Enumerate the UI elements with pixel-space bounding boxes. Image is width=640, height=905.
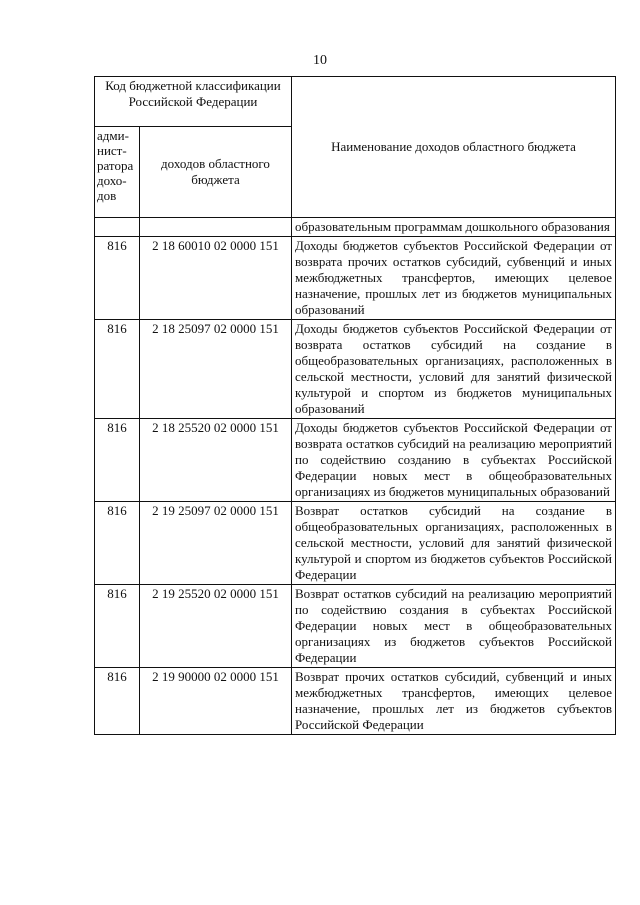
table-row [95, 585, 616, 668]
admin-code-cell: 816 [95, 419, 140, 502]
admin-code-cell: 816 [95, 585, 140, 668]
budget-code-cell: 2 18 25520 02 0000 151 [140, 419, 292, 502]
budget-code-cell [140, 218, 292, 237]
table-row [95, 320, 616, 419]
income-name-cell: Доходы бюджетов субъектов Российской Федерации от возврата остатков субсидий на реализацию мероприятий по содействию созданию в субъектах Российской Федерации новых мест в общеобразовательных организациях из бюджетов муниципальных образований [292, 419, 616, 502]
table-row [95, 668, 616, 735]
header-budget-classification: Код бюджетной классификации Российской Федерации [95, 77, 292, 127]
budget-code-cell: 2 19 25097 02 0000 151 [140, 502, 292, 585]
income-name-cell: Возврат остатков субсидий на реализацию мероприятий по содействию создания в субъектах Российской Федерации новых мест в общеобразовательных организациях из бюджетов субъектов Российской Федерации [292, 585, 616, 668]
budget-code-cell: 2 19 25520 02 0000 151 [140, 585, 292, 668]
budget-code-cell: 2 18 60010 02 0000 151 [140, 237, 292, 320]
budget-code-cell: 2 19 90000 02 0000 151 [140, 668, 292, 735]
header-income-code: доходов областного бюджета [140, 127, 292, 218]
page-number: 10 [313, 53, 327, 68]
table-body [95, 218, 616, 735]
table-row [95, 237, 616, 320]
income-name-cell: образовательным программам дошкольного образования [292, 218, 616, 237]
income-name-cell: Возврат остатков субсидий на создание в общеобразовательных организациях, расположенных в сельской местности, условий для занятий физической культурой и спортом из бюджетов субъектов Российской Федерации [292, 502, 616, 585]
table-row [95, 419, 616, 502]
admin-code-cell [95, 218, 140, 237]
budget-code-cell: 2 18 25097 02 0000 151 [140, 320, 292, 419]
table-row [95, 218, 616, 237]
income-name-cell: Доходы бюджетов субъектов Российской Федерации от возврата остатков субсидий на создание в общеобразовательных организациях, расположенных в сельской местности, условий для занятий физической культурой и спортом из бюджетов муниципальных образований [292, 320, 616, 419]
budget-classification-table [94, 76, 616, 735]
admin-code-cell: 816 [95, 237, 140, 320]
header-administrator: адми-нист-ратора дохо-дов [95, 127, 140, 218]
header-income-name: Наименование доходов областного бюджета [292, 77, 616, 218]
income-name-cell: Доходы бюджетов субъектов Российской Федерации от возврата прочих остатков субсидий, субвенций и иных межбюджетных трансфертов, имеющих целевое назначение, прошлых лет из бюджетов муниципальных образований [292, 237, 616, 320]
income-name-cell: Возврат прочих остатков субсидий, субвенций и иных межбюджетных трансфертов, имеющих целевое назначение, прошлых лет из бюджетов субъектов Российской Федерации [292, 668, 616, 735]
table-row [95, 502, 616, 585]
admin-code-cell: 816 [95, 668, 140, 735]
admin-code-cell: 816 [95, 320, 140, 419]
admin-code-cell: 816 [95, 502, 140, 585]
